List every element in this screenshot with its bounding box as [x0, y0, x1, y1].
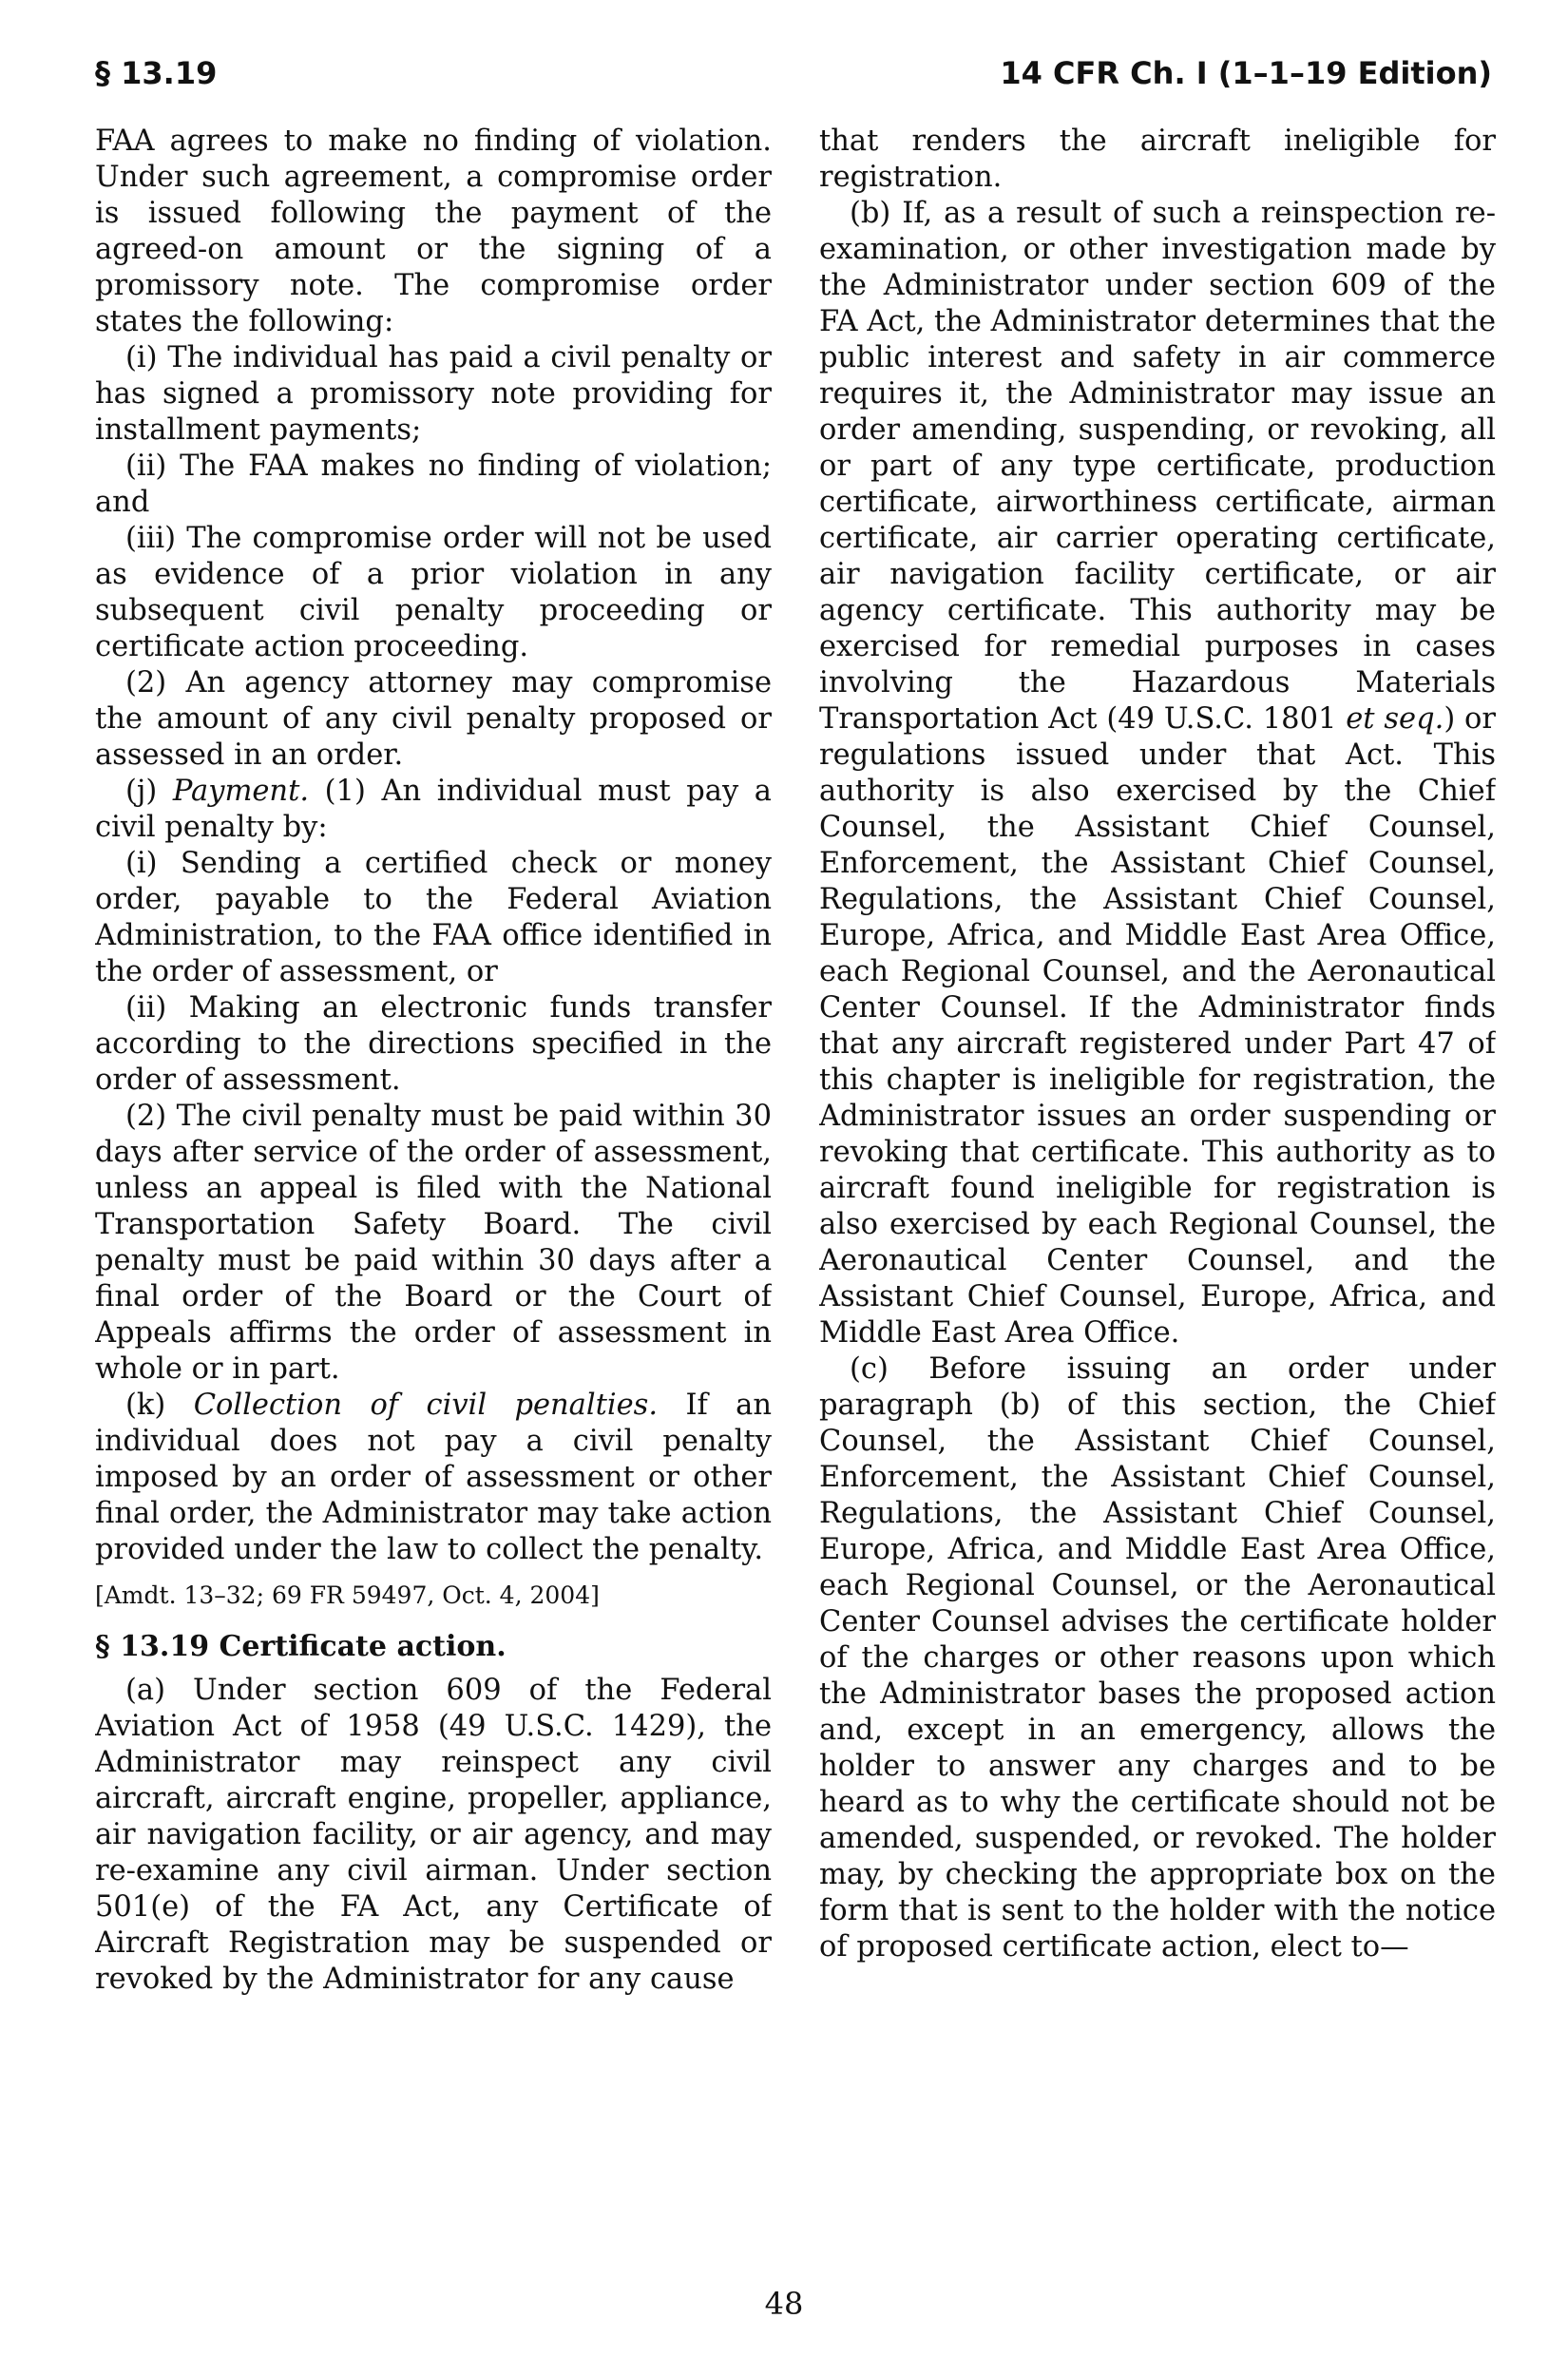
paragraph-payment — [95, 774, 772, 846]
paragraph-prefix: (j) — [125, 775, 158, 808]
paragraph: (ii) Making an electronic funds transfer according to the directions specified in the order of assessment. — [95, 991, 772, 1097]
header-edition-label: 14 CFR Ch. I (1–1–19 Edition) — [1000, 55, 1492, 91]
paragraph-collection — [95, 1388, 772, 1568]
left-column — [95, 124, 772, 2271]
paragraph-text: (b) If, as a result of such a reinspection re-examination, or other investigation made by the Administrator under section 609 of the FA Act, the Administrator determines that the public interest and safety in air commerce requires it, the Administrator may issue an order amending, suspending, or revoking, all or part of any type certificate, production certificate, airworthiness certificate, airman certificate, air carrier operating certificate, air navigation facility certificate, or air agency certificate. This authority may be exercised for remedial purposes in cases involving the Hazardous Materials Transportation Act (49 U.S.C. 1801 — [819, 197, 1496, 736]
right-column — [819, 124, 1496, 2271]
paragraph: (iii) The compromise order will not be used as evidence of a prior violation in any subsequent civil penalty proceeding or certificate action proceeding. — [95, 522, 772, 663]
section-heading: § 13.19 Certificate action. — [95, 1630, 507, 1663]
paragraph: (2) The civil penalty must be paid within 30 days after service of the order of assessment, unless an appeal is filed with the National Transportation Safety Board. The civil penalty must be paid within 30 days after a final order of the Board or the Court of Appeals affirms the order of assessment in whole or in part. — [95, 1100, 772, 1386]
paragraph: (a) Under section 609 of the Federal Aviation Act of 1958 (49 U.S.C. 1429), the Administrator may reinspect any civil aircraft, aircraft engine, propeller, appliance, air navigation facility, or air agency, and may re-examine any civil airman. Under section 501(e) of the FA Act, any Certificate of Aircraft Registration may be suspended or revoked by the Administrator for any cause — [95, 1674, 772, 1996]
paragraph-italic: et seq. — [1346, 702, 1444, 736]
paragraph: that renders the aircraft ineligible for registration. — [819, 125, 1496, 194]
page-number: 48 — [764, 2286, 804, 2322]
paragraph-text: If an individual does not pay a civil penalty imposed by an order of assessment or other final order, the Administrator may take action provided under the law to collect the penalty. — [95, 1389, 772, 1566]
header-section-label: § 13.19 — [95, 55, 218, 91]
running-header — [95, 48, 1492, 105]
paragraph: (i) The individual has paid a civil penalty or has signed a promissory note providing for installment payments; — [95, 341, 772, 447]
paragraph: (i) Sending a certified check or money order, payable to the Federal Aviation Administration, to the FAA office identified in the order of assessment, or — [95, 847, 772, 988]
paragraph: FAA agrees to make no finding of violation. Under such agreement, a compromise order is issued following the payment of the agreed-on amount or the signing of a promissory note. The compromise order states the following: — [95, 125, 772, 338]
paragraph: (ii) The FAA makes no finding of violation; and — [95, 450, 772, 519]
paragraph-text: (1) An individual must pay a civil penalty by: — [95, 775, 772, 844]
paragraph-heading: Payment. — [172, 775, 310, 808]
paragraph: (2) An agency attorney may compromise the amount of any civil penalty proposed or assessed in an order. — [95, 666, 772, 772]
paragraph: (c) Before issuing an order under paragraph (b) of this section, the Chief Counsel, the Assistant Chief Counsel, Enforcement, the Assistant Chief Counsel, Regulations, the Assistant Chief Counsel, Europe, Africa, and Middle East Area Office, each Regional Counsel, or the Aeronautical Center Counsel advises the certificate holder of the charges or other reasons upon which the Administrator bases the proposed action and, except in an emergency, allows the holder to answer any charges and to be heard as to why the certificate should not be amended, suspended, or revoked. The holder may, by checking the appropriate box on the form that is sent to the holder with the notice of proposed certificate action, elect to— — [819, 1352, 1496, 1964]
amendment-citation: [Amdt. 13–32; 69 FR 59497, Oct. 4, 2004] — [95, 1581, 600, 1609]
paragraph-b — [819, 196, 1496, 1351]
paragraph-prefix: (k) — [125, 1389, 166, 1422]
paragraph-heading: Collection of civil penalties. — [193, 1389, 659, 1422]
paragraph-text: ) or regulations issued under that Act. This authority is also exercised by the Chief Counsel, the Assistant Chief Counsel, Enforcement, the Assistant Chief Counsel, Regulations, the Assistant Chief Counsel, Europe, Africa, and Middle East Area Office, each Regional Counsel, and the Aeronautical Center Counsel. If the Administrator finds that any aircraft registered under Part 47 of this chapter is ineligible for registration, the Administrator issues an order suspending or revoking that certificate. This authority as to aircraft found ineligible for registration is also exercised by each Regional Counsel, the Aeronautical Center Counsel, and the Assistant Chief Counsel, Europe, Africa, and Middle East Area Office. — [819, 702, 1496, 1350]
